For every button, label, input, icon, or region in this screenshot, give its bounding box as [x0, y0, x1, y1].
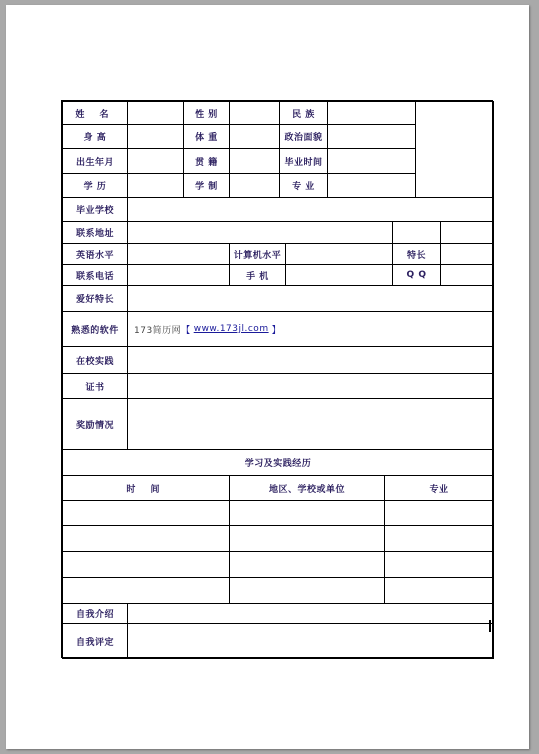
label-education: 学 历	[62, 173, 128, 198]
software-cell[interactable]	[127, 311, 494, 347]
label-intro: 自我介绍	[62, 603, 128, 624]
history-row-1-time[interactable]	[62, 500, 230, 526]
bracket-close: 】	[271, 325, 282, 336]
document-page	[6, 5, 529, 749]
address-cell[interactable]	[127, 221, 393, 244]
label-mobile: 手 机	[229, 264, 286, 286]
label-weight: 体 重	[183, 124, 230, 149]
history-row-3-place[interactable]	[229, 551, 385, 578]
gender-cell[interactable]	[229, 101, 280, 125]
photo-cell[interactable]	[415, 101, 494, 198]
ethnicity-cell[interactable]	[327, 101, 416, 125]
name-cell[interactable]	[127, 101, 184, 125]
label-school: 毕业学校	[62, 197, 128, 222]
label-schooling: 学 制	[183, 173, 230, 198]
computer-cell[interactable]	[285, 243, 393, 265]
label-political: 政治面貌	[279, 124, 328, 149]
label-software: 熟悉的软件	[62, 311, 128, 347]
english-cell[interactable]	[127, 243, 230, 265]
label-address: 联系地址	[62, 221, 128, 244]
label-awards: 奖励情况	[62, 398, 128, 450]
birth-cell[interactable]	[127, 148, 184, 174]
label-english: 英语水平	[62, 243, 128, 265]
hobbies-cell[interactable]	[127, 285, 494, 312]
label-specialty: 特长	[392, 243, 441, 265]
history-row-3-major[interactable]	[384, 551, 494, 578]
phone-cell[interactable]	[127, 264, 230, 286]
label-height: 身 高	[62, 124, 128, 149]
label-grad-time: 毕业时间	[279, 148, 328, 174]
label-major: 专 业	[279, 173, 328, 198]
label-birth: 出生年月	[62, 148, 128, 174]
history-row-2-time[interactable]	[62, 525, 230, 552]
label-hobbies: 爱好特长	[62, 285, 128, 312]
history-row-1-major[interactable]	[384, 500, 494, 526]
software-text: 173简历网	[134, 325, 182, 336]
address-extra-cell-2[interactable]	[440, 221, 494, 244]
resume-table	[61, 100, 493, 658]
label-computer: 计算机水平	[229, 243, 286, 265]
text-cursor	[489, 620, 491, 632]
awards-cell[interactable]	[127, 398, 494, 450]
bracket-open: 【	[181, 325, 191, 336]
specialty-cell[interactable]	[440, 243, 494, 265]
label-certificate: 证书	[62, 373, 128, 399]
height-cell[interactable]	[127, 124, 184, 149]
school-cell[interactable]	[127, 197, 494, 222]
history-col-place: 地区、学校或单位	[229, 475, 385, 501]
qq-cell[interactable]	[440, 264, 494, 286]
history-row-4-place[interactable]	[229, 577, 385, 604]
certificate-cell[interactable]	[127, 373, 494, 399]
label-evaluation: 自我评定	[62, 623, 128, 659]
label-practice: 在校实践	[62, 346, 128, 374]
education-cell[interactable]	[127, 173, 184, 198]
schooling-cell[interactable]	[229, 173, 280, 198]
history-row-4-time[interactable]	[62, 577, 230, 604]
mobile-cell[interactable]	[285, 264, 393, 286]
website-link[interactable]: www.173jl.com	[193, 324, 269, 334]
label-ethnicity: 民 族	[279, 101, 328, 125]
history-row-2-major[interactable]	[384, 525, 494, 552]
label-hometown: 贯 籍	[183, 148, 230, 174]
intro-cell[interactable]	[127, 603, 494, 624]
hometown-cell[interactable]	[229, 148, 280, 174]
label-gender: 性 别	[183, 101, 230, 125]
history-col-time: 时 间	[62, 475, 230, 501]
history-title: 学习及实践经历	[62, 449, 494, 476]
weight-cell[interactable]	[229, 124, 280, 149]
address-extra-cell[interactable]	[392, 221, 441, 244]
label-name: 姓 名	[62, 101, 128, 125]
label-phone: 联系电话	[62, 264, 128, 286]
grad-time-cell[interactable]	[327, 148, 416, 174]
label-qq: Q Q	[392, 264, 441, 286]
history-col-major: 专业	[384, 475, 494, 501]
major-cell[interactable]	[327, 173, 416, 198]
history-row-3-time[interactable]	[62, 551, 230, 578]
history-row-4-major[interactable]	[384, 577, 494, 604]
political-cell[interactable]	[327, 124, 416, 149]
practice-cell[interactable]	[127, 346, 494, 374]
history-row-1-place[interactable]	[229, 500, 385, 526]
evaluation-cell[interactable]	[127, 623, 494, 659]
history-row-2-place[interactable]	[229, 525, 385, 552]
